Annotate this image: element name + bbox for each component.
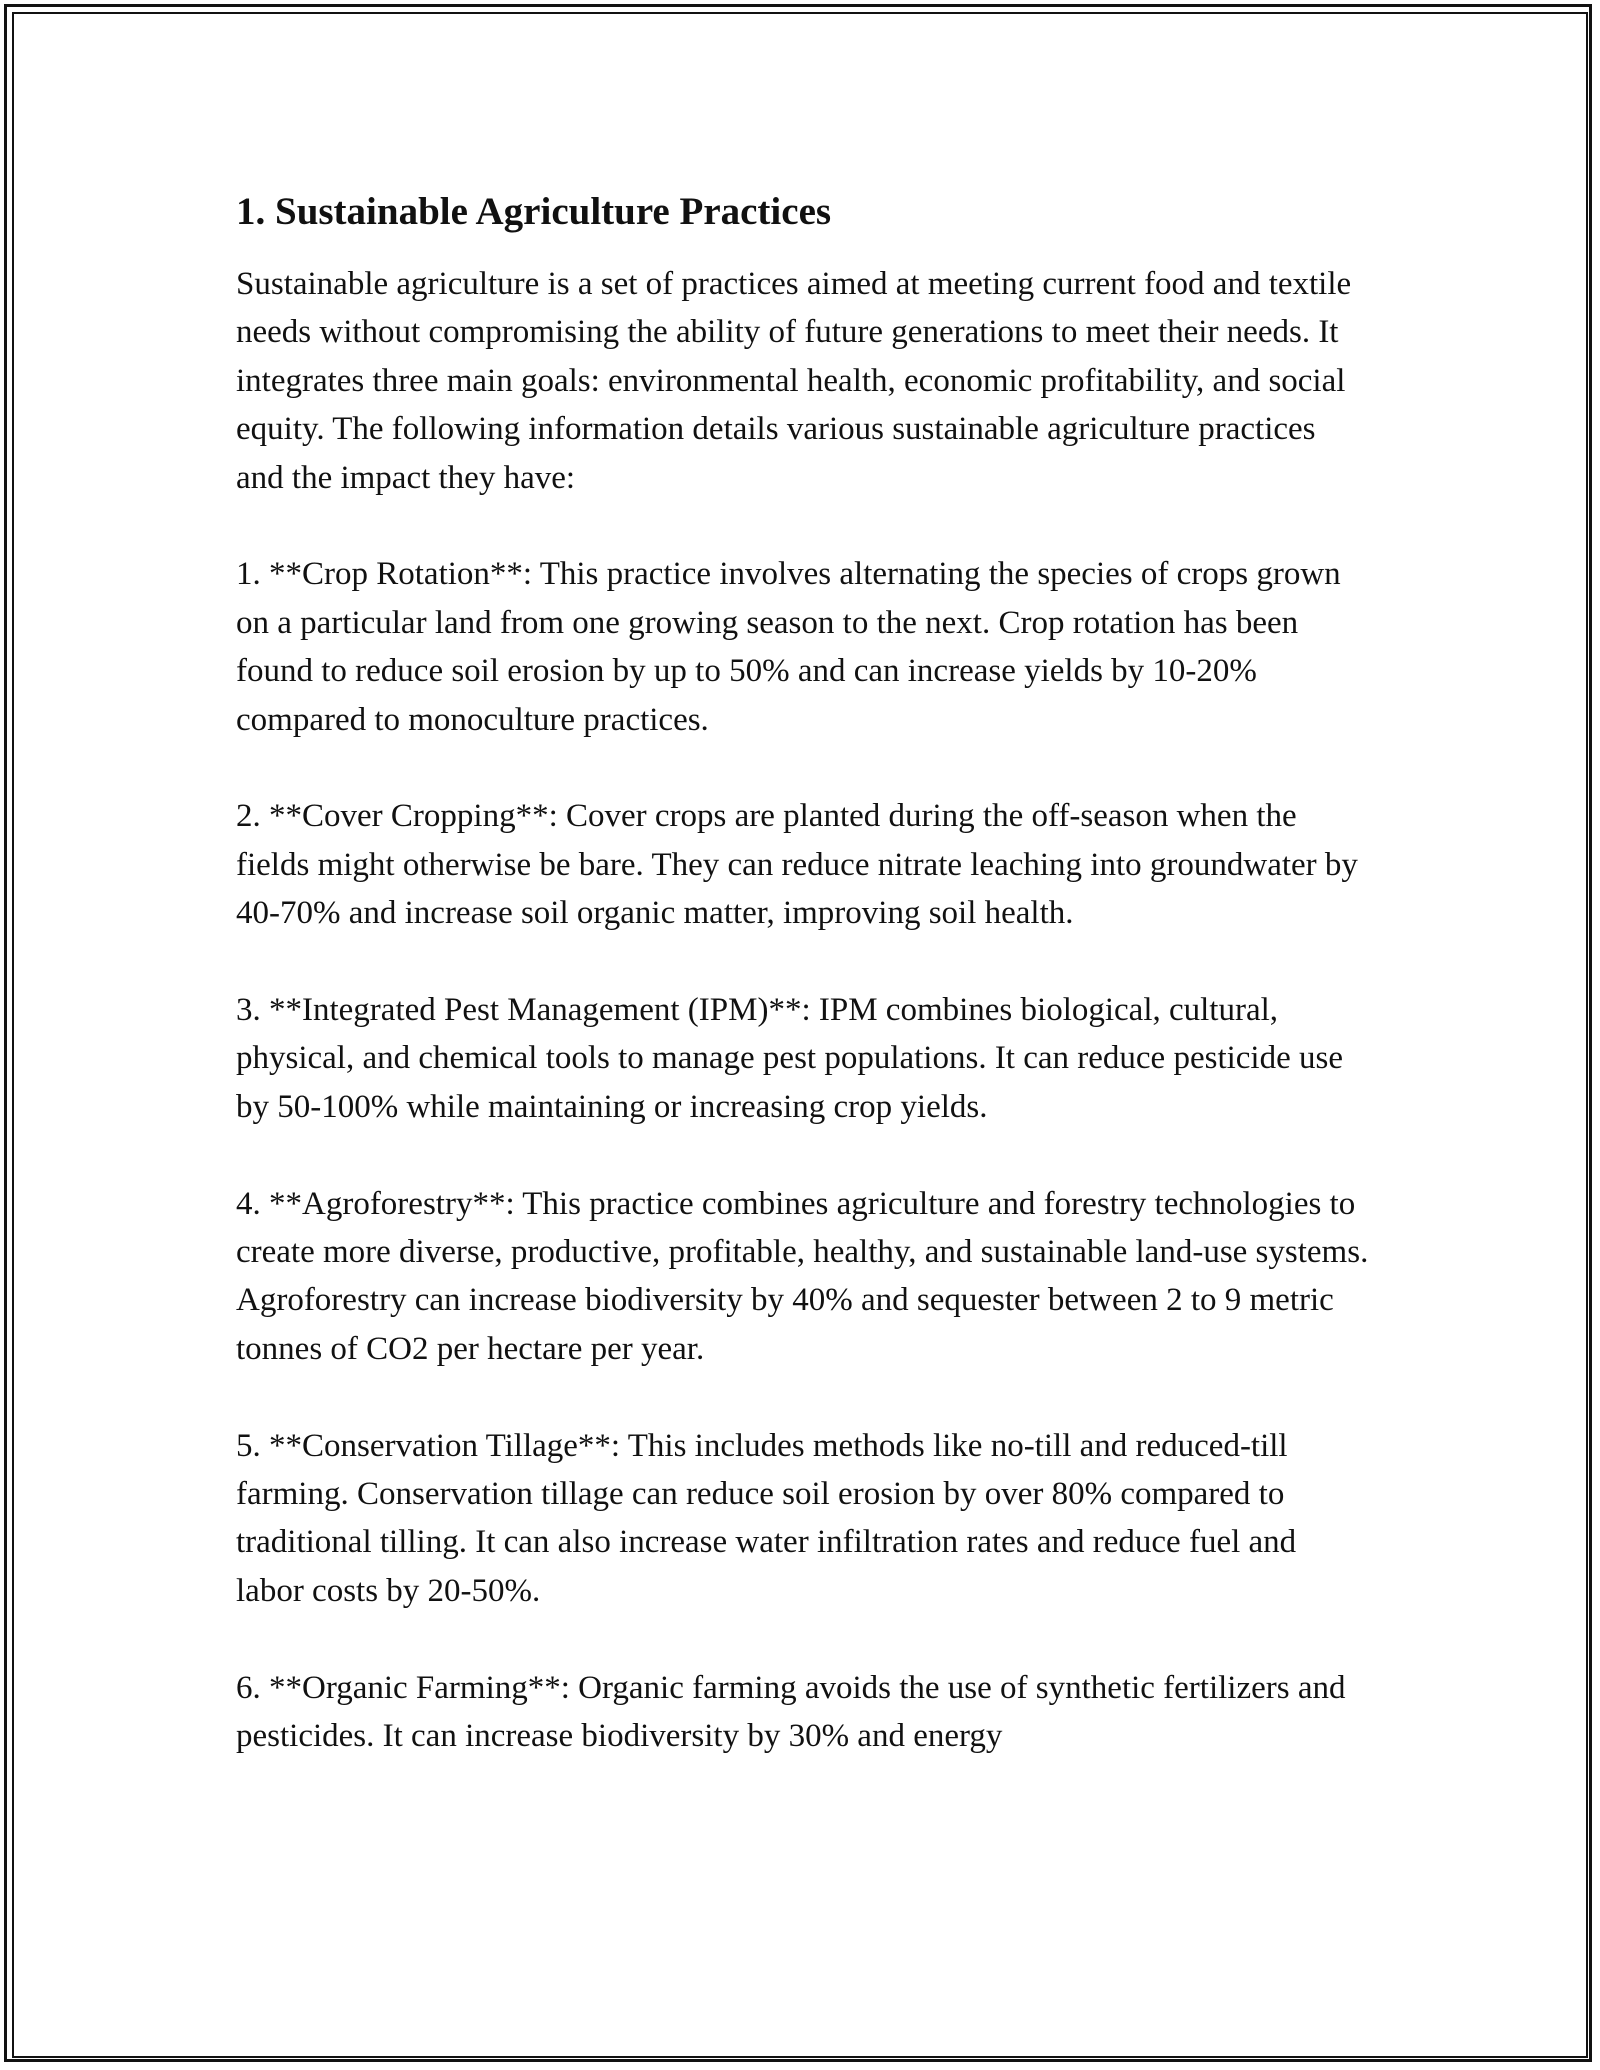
practice-cover-cropping: 2. **Cover Cropping**: Cover crops are planted during the off-season when the fields might otherwise be bare. They can reduce nitrate leaching into groundwater by 40-70% and increase soil organic matter, improving soil health. <box>236 798 1358 932</box>
practice-integrated-pest-management: 3. **Integrated Pest Management (IPM)**: IPM combines biological, cultural, physical, and chemical tools to manage pest populations. It can reduce pesticide use by 50-100% while maintaining or increasing crop yields. <box>236 992 1343 1125</box>
intro-paragraph: Sustainable agriculture is a set of practices aimed at meeting current food and textile needs without compromising the ability of future generations to meet their needs. It integrates three main goals: environmental health, economic profitability, and social equity. The following information details various sustainable agriculture practices and the impact they have: <box>236 266 1352 496</box>
practice-conservation-tillage: 5. **Conservation Tillage**: This includes methods like no-till and reduced-till farming. Conservation tillage can reduce soil erosion by over 80% compared to traditional tilling. It can also increase water infiltration rates and reduce fuel and labor costs by 20-50%. <box>236 1427 1297 1609</box>
practice-crop-rotation: 1. **Crop Rotation**: This practice involves alternating the species of crops grown on a particular land from one growing season to the next. Crop rotation has been found to reduce soil erosion by up to 50% and can increase yields by 10-20% compared to monoculture practices. <box>236 556 1341 738</box>
practice-organic-farming: 6. **Organic Farming**: Organic farming avoids the use of synthetic fertilizers and pesticides. It can increase biodiversity by 30% and energy <box>236 1669 1346 1755</box>
section-heading: 1. Sustainable Agriculture Practices <box>236 190 832 233</box>
practice-agroforestry: 4. **Agroforestry**: This practice combines agriculture and forestry technologies to create more diverse, productive, profitable, healthy, and sustainable land-use systems. Agroforestry can increase biodiversity by 40% and sequester between 2 to 9 metric tonnes of CO2 per hectare per year. <box>236 1185 1369 1367</box>
document-body <box>236 186 1371 1809</box>
